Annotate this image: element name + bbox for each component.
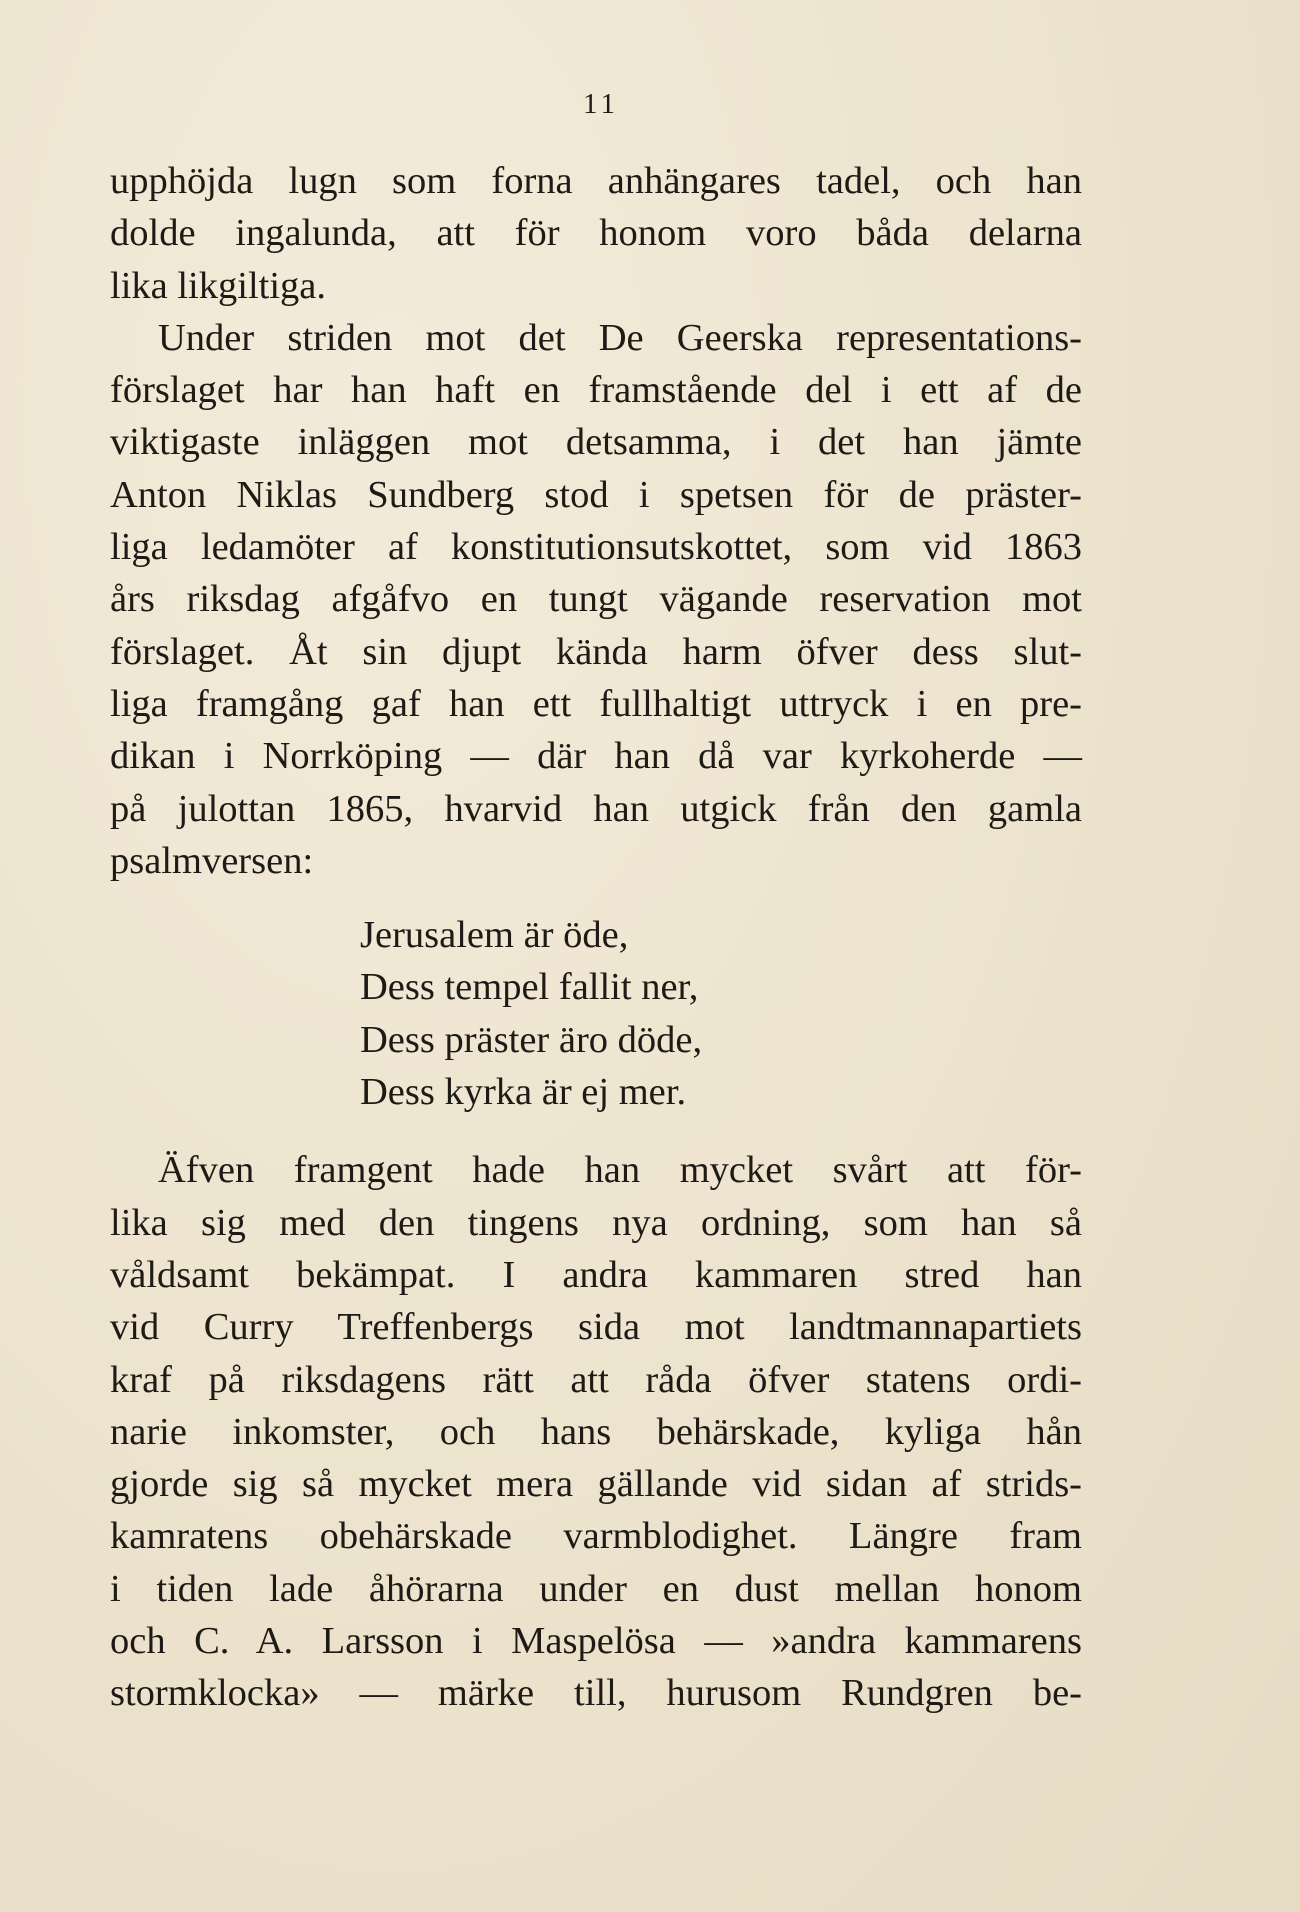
- text-line: gjorde sig så mycket mera gällande vid sidan af strids-: [110, 1463, 1082, 1506]
- verse-line: Jerusalem är öde,: [360, 914, 629, 957]
- text-line: Anton Niklas Sundberg stod i spetsen för de präster-: [110, 473, 1082, 516]
- text-line: liga ledamöter af konstitutionsutskottet, som vid 1863: [110, 526, 1082, 569]
- text-line: viktigaste inläggen mot detsamma, i det han jämte: [110, 421, 1082, 464]
- verse-line: Dess kyrka är ej mer.: [360, 1071, 687, 1114]
- text-line: lika sig med den tingens nya ordning, som han så: [110, 1201, 1082, 1244]
- text-line: lika likgiltiga.: [110, 264, 326, 307]
- text-line: kamratens obehärskade varmblodighet. Längre fram: [110, 1515, 1082, 1558]
- text-line: upphöjda lugn som forna anhängares tadel, och han: [110, 160, 1082, 202]
- page-number: 11: [583, 88, 619, 120]
- paragraph-2: [110, 312, 1082, 887]
- paragraph-3: [110, 1144, 1082, 1719]
- text-line: förslaget har han haft en framstående del i ett af de: [110, 369, 1082, 412]
- text-line: års riksdag afgåfvo en tungt vägande reservation mot: [110, 578, 1082, 621]
- text-line: narie inkomster, och hans behärskade, kyliga hån: [110, 1410, 1082, 1453]
- text-line: liga framgång gaf han ett fullhaltigt uttryck i en pre-: [110, 682, 1082, 725]
- verse-line: Dess präster äro döde,: [360, 1018, 703, 1061]
- paragraph-1: [110, 155, 1082, 312]
- text-line: på julottan 1865, hvarvid han utgick från den gamla: [110, 787, 1082, 830]
- text-line: psalmversen:: [110, 839, 314, 882]
- verse-stanza: [110, 909, 1082, 1118]
- text-line: våldsamt bekämpat. I andra kammaren stred han: [110, 1253, 1082, 1296]
- body-text: [110, 155, 1082, 1720]
- text-line: och C. A. Larsson i Maspelösa — »andra kammarens: [110, 1620, 1082, 1663]
- text-line: dolde ingalunda, att för honom voro båda delarna: [110, 212, 1082, 255]
- text-line: i tiden lade åhörarna under en dust mellan honom: [110, 1567, 1082, 1610]
- text-line: dikan i Norrköping — där han då var kyrkoherde —: [110, 735, 1082, 778]
- text-line: kraf på riksdagens rätt att råda öfver statens ordi-: [110, 1358, 1082, 1401]
- text-line: vid Curry Treffenbergs sida mot landtmannapartiets: [110, 1306, 1082, 1349]
- verse-line: Dess tempel fallit ner,: [360, 966, 699, 1009]
- text-line: Under striden mot det De Geerska representations-: [158, 316, 1082, 359]
- text-line: förslaget. Åt sin djupt kända harm öfver dess slut-: [110, 630, 1082, 673]
- text-line: stormklocka» — märke till, hurusom Rundgren be-: [110, 1672, 1082, 1715]
- text-line: Äfven framgent hade han mycket svårt att för-: [158, 1149, 1082, 1192]
